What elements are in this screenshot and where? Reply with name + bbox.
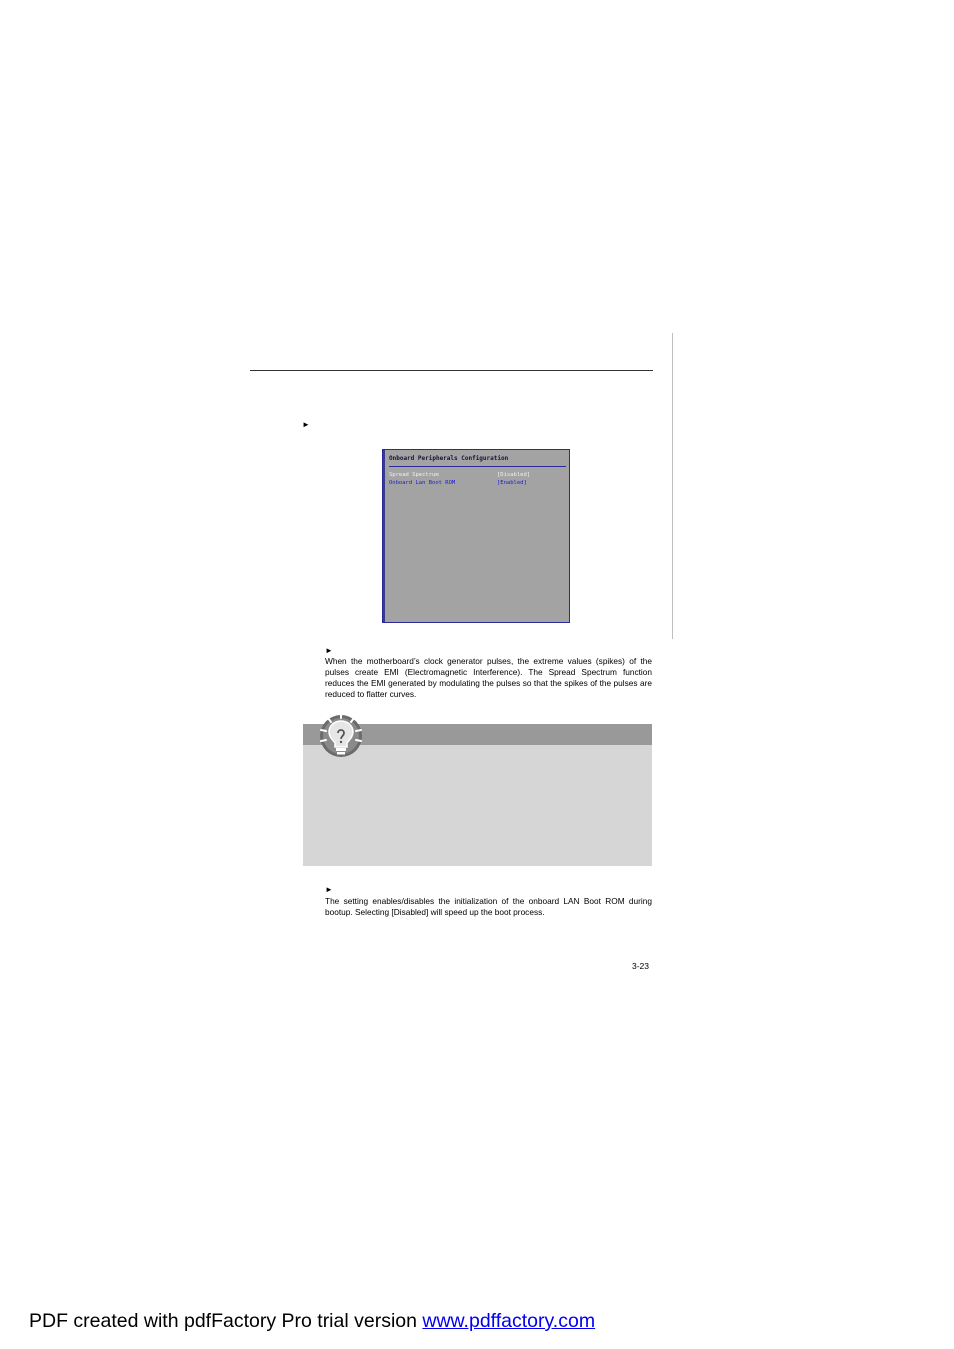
pdf-footer	[29, 1310, 595, 1333]
footer-text: PDF created with pdfFactory Pro trial version	[29, 1310, 423, 1332]
side-rule	[672, 333, 673, 639]
bios-left-bar	[383, 450, 385, 622]
section-arrow: ►	[325, 885, 333, 894]
pdffactory-link[interactable]: www.pdffactory.com	[422, 1310, 596, 1332]
section-arrow: ►	[325, 646, 333, 655]
page-number: 3-23	[632, 961, 650, 971]
section-arrow: ►	[302, 420, 310, 429]
bios-item-value: [Disabled]	[497, 472, 531, 478]
lan-boot-rom-description: The setting enables/disables the initialization of the onboard LAN Boot ROM during bootup. Selecting [Disabled] will speed up the boot process.	[325, 896, 652, 917]
bios-item-label: Onboard Lan Boot ROM	[389, 480, 456, 486]
section-rule	[250, 370, 653, 371]
bios-screenshot	[382, 449, 570, 623]
bios-title: Onboard Peripherals Configuration	[389, 455, 509, 462]
lightbulb-icon	[316, 710, 366, 760]
bios-item-value: [Enabled]	[497, 480, 527, 486]
bios-item-label: Spread Spectrum	[389, 472, 439, 478]
bios-title-rule	[389, 466, 566, 467]
spread-spectrum-description: When the motherboard’s clock generator pulses, the extreme values (spikes) of the pulses create EMI (Electromagnetic Interference). The Spread Spectrum function reduces the EMI generated by modulating the pulses so that the spikes of the pulses are reduced to flatter curves.	[325, 656, 652, 699]
